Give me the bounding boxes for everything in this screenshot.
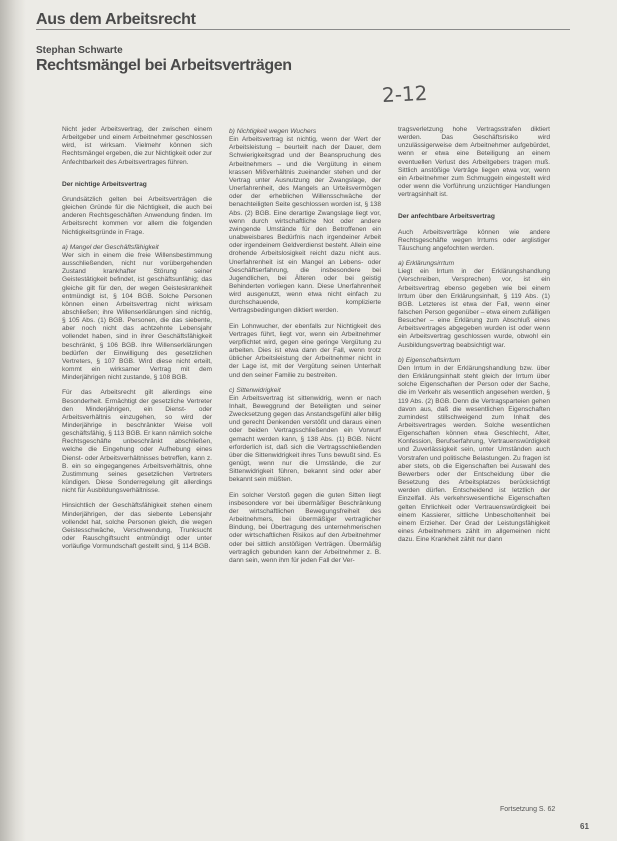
handwritten-note: 2-12: [381, 80, 428, 108]
column-3: [398, 126, 550, 551]
continuation-note: Fortsetzung S. 62: [500, 806, 556, 813]
subheading-erklaerungsirrtum: a) Erklärungsirrtum: [398, 260, 455, 268]
paragraph: Liegt ein Irrtum in der Erklärungshandlung (Verschreiben, Versprechen) vor, ist ein Arbeitsvertrag ebenso gegeben wie bei einem Irrtum über den Erklärungsinhalt, § 119 Abs. (1) BGB. Letzteres ist etwa der Fall, wenn einer falschen Person gegenüber – etwa einem zufälligen Besucher – eine Erklärung zum Abschluß eines Arbeitsvertrages abgegeben wurden ist oder wenn ein Arbeitsvertrag geschlossen wurde, obwohl ein Ausbildungsvertrag beabsichtigt war.: [398, 268, 550, 349]
paragraph: tragsverletzung hohe Vertragsstrafen diktiert werden. Das Geschäftsrisiko wird unzulässigerweise dem Arbeitnehmer aufgebürdet, wenn er etwa eine Beteiligung an einem eventuellen Verlust des Arbeitgebers tragen muß. Sittlich anstößige Verträge liegen etwa vor, wenn ein Arbeitnehmer zum Schmuggeln eingestellt wird oder wenn die Vorführung unzüchtiger Handlungen vertragsinhalt ist.: [398, 126, 550, 199]
section-heading: Aus dem Arbeitsrecht: [36, 11, 196, 28]
paragraph: Auch Arbeitsverträge können wie andere Rechtsgeschäfte wegen Irrtums oder arglistiger Täuschung angefochten werden.: [398, 228, 550, 252]
heading-nichtige: Der nichtige Arbeitsvertrag: [62, 180, 147, 188]
author-name: Stephan Schwarte: [36, 45, 123, 56]
intro-paragraph: Nicht jeder Arbeitsvertrag, der zwischen einem Arbeitgeber und einem Arbeitnehmer geschlossen wird, ist wirksam. Vielmehr können sich Rechtsmängel ergeben, die zur Nichtigkeit oder zur Anfechtbarkeit des Arbeitsvertrages führen.: [62, 126, 212, 166]
paragraph: Grundsätzlich gelten bei Arbeitsverträgen die gleichen Gründe für die Nichtigkeit, die auch bei anderen Rechtsgeschäften Anwendung finden. Im Arbeitsrecht kommen vor allem die folgenden Nichtigkeitsgründe in Frage.: [62, 195, 212, 236]
paragraph: Den Irrtum in der Erklärungshandlung bzw. über den Erklärungsinhalt steht gleich der Irrtum über solche Eigenschaften der Person oder der Sache, die im Verkehr als wesentlich angesehen werden, § 119 Abs. (2) BGB. Denn die Vertragsparteien gehen davon aus, daß die wesentlichen Eigenschaften zumindest stillschweigend zum Inhalt des Arbeitsvertrages werden. Solche wesentlichen Eigenschaften können etwa Geschlecht, Alter, Konfession, Berufserfahrung, Vertrauenswürdigkeit und Zuverlässigkeit sein, unter Umständen auch Vorstrafen und politische Belastungen. Zu fragen ist aber stets, ob die Eigenschaften bei Auswahl des Bewerbers oder der Entscheidung über die Besetzung des Arbeitsplatzes berücksichtigt werden dürfen. Entscheidend ist letztlich der Einzelfall. Als verkehrswesentliche Eigenschaften gelten Ehrlichkeit oder Vertrauenswürdigkeit bei einem Kassierer, sittliche Unbescholtenheit bei einem Erzieher. Der Grad der Leistungsfähigkeit eines Arbeitnehmers zählt im allgemeinen nicht dazu. Eine Krankheit zählt nur dann: [398, 364, 550, 544]
heading-rule: [36, 29, 570, 30]
scan-edge-shadow: [0, 0, 26, 841]
paragraph: Ein Lohnwucher, der ebenfalls zur Nichtigkeit des Vertrages führt, liegt vor, wenn ein Arbeitnehmer verpflichtet wird, gegen eine geringe Vergütung zu arbeiten. Dies ist etwa dann der Fall, wenn trotz üblicher Arbeitsleistung der Arbeitnehmer nicht in der Lage ist, mit der Vergütung seinen Unterhalt und den seiner Familie zu bestreiten.: [229, 322, 381, 379]
subheading-geschaeftsfaehigkeit: a) Mangel der Geschäftsfähigkeit: [62, 243, 159, 251]
page-number: 61: [580, 822, 589, 831]
paragraph: Hinsichtlich der Geschäftsfähigkeit stehen einem Minderjährigen, der das siebente Lebensjahr vollendet hat, solche Personen gleich, die wegen Geistesschwäche, Verschwendung, Trunksucht oder Rauschgiftsucht entmündigt oder unter vorläufige Vormundschaft gestellt sind, § 114 BGB.: [62, 502, 212, 551]
paragraph: Ein solcher Verstoß gegen die guten Sitten liegt insbesondere vor bei übermäßiger Beschränkung der wirtschaftlichen Bewegungsfreiheit des Arbeitnehmers, bei übermäßiger vertraglicher Bindung, bei Übertragung des unternehmerischen oder wirtschaftlichen Risikos auf den Arbeitnehmer oder bei sittlich anstößigen Verträgen. Übermäßig vertraglich gebunden kann der Arbeitnehmer z. B. dann sein, wenn ihm für jeden Fall der Ver-: [229, 491, 381, 564]
paragraph: Wer sich in einem die freie Willensbestimmung ausschließenden, nicht nur vorübergehenden Zustand krankhafter Störung seiner Geistestätigkeit befindet, ist geschäftsunfähig; das gleiche gilt für den, der wegen Geisteskrankheit entmündigt ist, § 104 BGB. Solche Personen können einen Arbeitsvertrag nicht wirksam abschließen; ihre Willenserklärungen sind nichtig, § 105 Abs. (1) BGB. Personen, die das siebente, aber noch nicht das achtzehnte Lebensjahr vollendet haben, sind in ihrer Geschäftsfähigkeit beschränkt, § 106 BGB. Ihre Willenserklärungen bedürfen der Einwilligung des gesetzlichen Vertreters, § 107 BGB. Wird diese nicht erteilt, kommt ein wirksamer Vertrag mit dem Minderjährigen nicht zustande, § 108 BGB.: [62, 251, 212, 382]
article-title: Rechtsmängel bei Arbeitsverträgen: [36, 57, 292, 74]
paragraph: Ein Arbeitsvertrag ist sittenwidrig, wenn er nach Inhalt, Beweggrund der Beteiligten und seiner Zwecksetzung gegen das Anstandsgefühl aller billig und gerecht Denkenden verstößt und daraus einen oder beiden Vertragsschließenden ein Vorwurf gemacht werden kann, § 138 Abs. (1) BGB. Nicht erforderlich ist, daß sich die Vertragsschließenden über die Sittenwidrigkeit ihres Tuns bewußt sind. Es genügt, wenn nur die Umstände, die zur Sittenwidrigkeit führen, bekannt sind oder aber bekannt sein müßten.: [229, 394, 381, 484]
paragraph: Ein Arbeitsvertrag ist nichtig, wenn der Wert der Arbeitsleistung – beurteilt nach der Dauer, dem Schwierigkeitsgrad und der Beanspruchung des Arbeitnehmers – und die Vergütung in einem krassen Mißverhältnis zueinander stehen und der Vertrag unter Ausnutzung der Zwangslage, der Unerfahrenheit, des Mangels an Urteilsvermögen oder der erheblichen Willensschwäche der benachteiligten Seite geschlossen worden ist, § 138 Abs. (2) BGB. Eine derartige Zwangslage liegt vor, wenn durch wirtschaftliche Not oder andere zwingende Umstände für den Betroffenen ein unabweisbares Bedürfnis nach irgendeiner Arbeit oder irgendeinem Geldverdienst besteht. Allein eine drohende Arbeitslosigkeit reicht dazu nicht aus. Unerfahrenheit ist ein Mangel an Lebens- oder Geschäftserfahrung, die insbesondere bei Jugendlichen, bei Älteren oder bei geistig Behinderten vorliegen kann. Diese Unerfahrenheit wird ausgenutzt, wenn etwa nicht einfach zu durchschauende, komplizierte Vertragsbedingungen diktiert werden.: [229, 136, 381, 315]
subheading-sittenwidrigkeit: c) Sittenwidrigkeit: [229, 386, 281, 394]
column-2: [229, 128, 381, 572]
subheading-wucher: b) Nichtigkeit wegen Wuchers: [229, 128, 317, 135]
paragraph: Für das Arbeitsrecht gilt allerdings eine Besonderheit. Ermächtigt der gesetzliche Vertreter den Minderjährigen, ein Dienst- oder Arbeitsverhältnis einzugehen, so wird der Minderjährige in beschränkter Weise voll geschäftsfähig, § 113 BGB. Er kann nämlich solche Rechtsgeschäfte unbeschränkt abschließen, welche die Eingehung oder Aufhebung eines Dienst- oder Arbeitsverhältnisses betreffen, kann z. B. ein so eingegangenes Arbeitsverhältnis, ohne Zustimmung seines gesetzlichen Vertreters kündigen. Diese Sonderregelung gilt allerdings nicht für Ausbildungsverhältnisse.: [62, 389, 212, 495]
heading-anfechtbare: Der anfechtbare Arbeitsvertrag: [398, 213, 495, 221]
column-1: [62, 126, 212, 558]
subheading-eigenschaftsirrtum: b) Eigenschaftsirrtum: [398, 356, 461, 364]
